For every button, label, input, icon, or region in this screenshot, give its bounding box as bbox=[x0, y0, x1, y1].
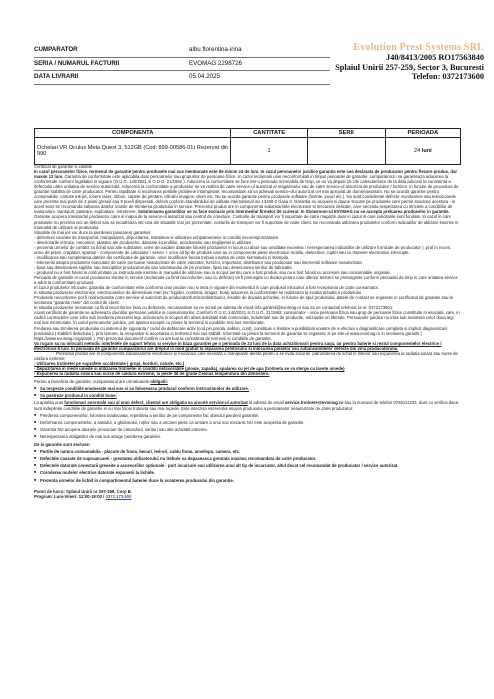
company-name: Evolution Prest Systems SRL bbox=[353, 42, 484, 53]
warranty-rule-item: ■ Nerespectarea obligatiilor de mai sus atrage pierderea garantiei. bbox=[34, 434, 461, 439]
company-registration: J40/8413/2005 RO17563840 bbox=[386, 53, 484, 62]
exclusion-item: ■ Coroderea mufelor electrice datorate expunerii la lichide. bbox=[34, 470, 461, 475]
service-period-text: Va rugam sa nu inlocuiti metodic interfetele de suport tehnic si service in baza garantiei pe o perioada de 24 luni de la data achizitionarii pentru saqu, iar pentru baterie si restul componentelor electrice / electronice 6 luni. In perioada de garantie cumparatorul are dreptul in mod gratuit la repararea produsului si inlocuirea pieselor sau subansamblelor defecte din vina producatorului. bbox=[34, 340, 442, 351]
warranty-rule-item: ■ Garantia NU acopera daunele provocate de cascadorii, sarituri sau alte activitati extreme. bbox=[34, 427, 461, 432]
handling-text bbox=[34, 351, 461, 361]
defect-notice bbox=[34, 400, 461, 410]
warranty-duration-text: In cazul persoanelor fizice, termenul de garantie pentru produsele mai sus mentionate este de minim 24 de luni. In cazul persoanelor juridice garantia este cea declarata de producator pentru fiecare produs, dar maxim 12 luni. bbox=[34, 169, 457, 180]
warranty-rule-item: ■ Pierderea componentelor, folosirea inadecvata, repetitivia a seriilor de pe componente fac obiectul pierderii garantiei. bbox=[34, 413, 461, 418]
header-value: EVOMAG 2298726 bbox=[189, 59, 242, 67]
obligation-item: ■ Sa pastreze produsul in conditii bune. bbox=[34, 393, 461, 398]
exclusion-item: ■ Prezenta urmelor de lichid in compartimentul bateriei duce la scoaterea produsului din garantie. bbox=[34, 478, 461, 483]
col-header-serial: SERII bbox=[307, 129, 385, 138]
period-number: 24 bbox=[413, 148, 421, 154]
warranty-rule-item: ■ Deformarea componentelor, a sasiului, a ghidonului, roților sau a oricarei piese ca urmare a unui soc mecanic NU este acoperita de garantie. bbox=[34, 420, 461, 425]
table-row bbox=[35, 138, 461, 165]
obligations-intro-text: Pentru a beneficia de garantie, cumparatorul are urmatoarele bbox=[34, 378, 151, 384]
exclusion-item: ■ Defectele cauzate de supraancarei - greutatea utilizatorului nu trebuie sa depaseasca greutata maxima recomandata de catre producator. bbox=[34, 456, 461, 461]
header-row-buyer bbox=[34, 44, 330, 58]
cell-component: Ochelari VR Oculus Meta Quest 3, 512GB (Cod: 899-00586-01) Rezervat din 990 bbox=[35, 138, 231, 165]
transport-text: Garantie acopera transportul produselor catre si inapoi de la service-ul autorizat sau centrul de colectare. Costurile de transport vor fi suportate de catre magazin doar in cazul in care solicitarile sunt fondate. In cazul in care produsele nu prezinta nici un defect sau se incadreaza intr-una din situatiile mai jos prezentate, costurile de transport vor fi suportate de catre client. Se recomanda utilizarea produselor conform indicatiilor de utilizare inscrise in manualul de utilizare al produsului. bbox=[34, 214, 459, 230]
header-row-invoice bbox=[34, 58, 330, 72]
warranty-terms-intro bbox=[34, 169, 461, 230]
company-info bbox=[314, 42, 484, 82]
cell-quantity: 1 bbox=[231, 138, 307, 165]
defect-notice-c: la adresa de email bbox=[247, 400, 285, 406]
company-phone: Telefon: 0372173600 bbox=[411, 72, 484, 82]
usage-warnings: - Utilizarea trotinetei pe suprafete accidentate ( gropi, borduri, canale, etc.) - Depozitarea in medii umede si utilizarea trotinetei in conditii nefavorabile (ploaie, zapada), spalarea cu jet de apa (trotineta se va sterge cu lavete umede) - Expunerea la radiatia solara sau surse de caldura extreme; la peste 36 de grade Celsius temperatura din atmosfera. bbox=[34, 360, 345, 376]
defect-notice-b: functionari anormale sau al unui defect, clientul are obligatia sa anunte service-ul autorizat bbox=[64, 400, 248, 406]
cell-period bbox=[385, 138, 460, 165]
obligation-item: ■ Sa respecte conditiile enumerate mai sus si sa foloseasca produsul conform instructiunilor de utilizare. bbox=[34, 386, 461, 391]
certificate-title: Certificat de garantie si calitate bbox=[34, 164, 93, 169]
obligations-intro bbox=[34, 379, 461, 384]
header-key: SERIA / NUMARUL FACTURII bbox=[34, 59, 120, 67]
footer bbox=[34, 489, 461, 499]
table-header-row bbox=[35, 129, 461, 138]
header-value: 05.04.2025 bbox=[189, 73, 220, 80]
header-key: DATA LIVRARII bbox=[34, 73, 79, 80]
service-email: service.trotinete@evomag.ro bbox=[284, 400, 344, 406]
components-table bbox=[34, 128, 461, 165]
defect-notice-e: sau la numarul de telefon 0726111333, doar cu verifica daca sunt indeplinite conditiile de garantie si nu mai folosi trotineta sau mai repede. Este interzisa interventia asupra produsului a persoanelor neautorizate de catre producator. bbox=[34, 400, 459, 411]
company-address: Splaiul Unirii 257-259, Sector 3, Bucuresti bbox=[335, 62, 484, 72]
col-header-quantity: CANTITATE bbox=[231, 129, 307, 138]
obligations-title: obligatii: bbox=[150, 378, 168, 384]
col-header-component: COMPONENTA bbox=[35, 129, 231, 138]
col-header-period: PERIOADA bbox=[385, 129, 460, 138]
exclusion-item: ■ Defectele datorate conectarii greseite a accesoriilor optionale - port incarcare sau utilizarea unui alt tip de incarcator, altul decat cel recomandat de producator / service autorizat. bbox=[34, 463, 461, 468]
defect-notice-a: La aparitia unei bbox=[34, 400, 65, 406]
exclusions-title: De la garantie sunt excluse: bbox=[34, 441, 91, 447]
buyer-info bbox=[34, 44, 330, 85]
cell-serial bbox=[307, 138, 385, 165]
header-row-date bbox=[34, 71, 330, 85]
footer-phone-link[interactable]: 0372.173.600 bbox=[105, 493, 132, 499]
footer-schedule: Program: Luni-Vineri: 12:00-18:00 / bbox=[34, 493, 106, 499]
footer-program bbox=[34, 494, 461, 499]
period-unit: luni bbox=[421, 148, 432, 154]
handling-text-body: Prezentul produs are in componenta subansamble electronice si mecanice care necesita o manipulare atenta pentru a se evita socurile, patrunderea de lichid in interior sau expunerea la radiatia solara sau surse de caldura extreme: bbox=[34, 350, 458, 361]
exclusion-item: ■ Partile de natura consumabila - placute de frana, becuri, led-uri, cablu frana, anvelopa, camera, etc. bbox=[34, 449, 461, 454]
warranty-loss-conditions: Situatiile de mai jos vor duce la pierderea (anularea) garantiei: - defectiuni cauzate de transportul, manipularea, depozitarea, instalarea si utilizarea echipamentelor in conditii necorespunzatoare. - deteriorarile termice, mecanice, plastice ale produselor, datorate incendiilor, accidentelor sau neglijentei in utilizare. - prezenta urmelor de contact cu lichid sau alte substante, urme de oxidare datorate folosirii produselor in locuri cu aburi sau umiditate excesiva / nerespectarea indicatiilor de utilizare furnizate de producator ), praf in exces, urme de pisari, crapaturi, sparturi - componente de calculator / server + orice alt tip de produse care au in componenta piese electronice mobile, dielectrice, ruptei sau cu traseele electronice intrerupte. - modificarea sau completarea datelor din certificatul de garantie, orice modificare facuta trebuie insotita de catre semnatura si stampila. - interventii asupra produselor executate de catre persoane neautorizate de catre vanzator, furnizor, importator, distribuitor sau producator sau interventii software neautorizate. - lipsa sau deteriorarea sigiliilor sau inscriptiilor producatorului sau vanzatorului de pe produse, lipsa sau deteriorarea seriilor de fabricatie. - produsul nu a fost folosit in conformitate cu instructiunile inscrise in manualul de utilizare sau in scopul pentru care a fost produs, sau nu a fost folosit cu accesorii sau consumabile originale. Perioada de garantie in cazul produselor trimise in service (reclamate ca fiind neconforme, sau cu defecte) va fi prelungita cu durata pentru care ulterior tetinerii se prelungeste conform perioadei de timp in care unitatea service a adus la conformitate produsul. In cazul produselor inlocuite: garantia de conformitate este conforma unui produs nou si intra in vigoare din momentul in care produsul inlocuitor a fost receptionat de catre consumator. In situatia produselor electronice, electrocasnice de dimensiuni mari (ex: frigider, combina, aragaz, hota) aducerea la conformitate se realizeaza la locatia actuala a produsului. Produsele neconforme pot fi redirectionate catre service-ul autorizat de producator/furnizor/distribuitor, insotite de dovada achizitiei, in functie de tipul produsului, datele de contact se regasesc in certificatul de garantie sau la sectiunea "garantie mele" din contul de client. In situatia produselor reclamate ca fiind neconforme (sau cu defectele, recomandam sa ne scrieti pe adresa de email info.garantii@evomag.ro sau sa ne contactati telefonic la nr. 0372173601. Acest certificat de garantie se adreseaza clientilor persoane juridice si consumatorilor. Conform O.U.G. 140/2021 si O.U.G. 21/1992: consumator - orice persoana fizica sau grup de persoane fizice constituite in asociatii, care, in cadrul contractelor care intra sub incidenta prezentei legi, actioneaza in scopuri din afara activitatii sale comerciale, industriale sau de productie, artizanale ori liberale. Persoanele juridice nu intra sub incidenta celor doua legi mai sus mentionate. In cazul persoanelor juridice, pot aparea exceptii cu privire la termenii si conditiile mai sus mentionate. Predarea sau trimiterea produsului cu sistemul de siguranta / codul de deblocare activ (cod pin,parola, sablon, cont), constituie o limitare a posibilitatii noastre de a efectua o diagnosticare completa si implicit diagnosticarii produsului ( stabilirii defectului ), prin urmare, la rereparare si accesarea in termenul mai sus stabilit. Informatii cu privire la termenii de garantie se regasesc si pe site-ul www.evomag.ro in sectiunea garantii ( https://www.evomag.ro/garantii ). Prin prezentul document confirm ca am luat la cunostinta de termenii si conditiile de garantie. bbox=[34, 229, 460, 341]
warranty-terms bbox=[34, 164, 461, 499]
courier-text: Solutionarea garantiilor se va face exclusiv prin intermediul firmelor de curierat. In Showroom-ul EVOMAG nu se accepta preluarea produselor in garantie. bbox=[136, 209, 450, 215]
header-key: CUMPARATOR bbox=[34, 46, 78, 53]
footer-address: Punct de lucru: Splaiul Unirii nr 257-259, Corp B. bbox=[34, 488, 133, 494]
header-value: albu florentina-irina bbox=[189, 46, 242, 53]
conformity-text: Garantia de conformitate este aplicabila doar persoanelor sau grupurilor de persoane fizice. In cazul reclamarii unei neconformitati in timpul perioadei de garantie, cumparatorul i se garanteaza aducerea la conformitate conform legislatiei in vigoare (O.U.G. 140/2021 si O.U.G. 21/1992 ). Aducerea la conformitate se face intr-o perioada rezonabila de timp, ce nu va depasi 15 zile calendaristice de la data aducerii la cunostinta a defectului catre unitatea de service autorizata. Aducerea la conformitate a produselor se va realiza de catre service-ul autorizat al magazinului sau de catre service-ul autorizat de producator / furnizor. In functie de procedura de garantie stabilita de catre producator. Pentru rapiditate si rezolvarea posibile probleme intampinate, recomandam sa va adresati service-ului autorizat cel mai apropiat de dumneavoastra. Nu se acorda garantie pentru consumabile: cartuse ink-jet, tonere laser, ribbon, capete de printare, cilindru imagine, drum etc. Nu se acorda garantie pentru produsele software (licente, jocuri etc.). Nu sunt considerate defecte monitoarele sau televizoarele care prezinta mai putin de 3 pixeli greseit sau 5 pixeli dispersati, defecti conform standardului de calitate international iso 13406-2 clasa II. Garantia nu acopera si daune stocate pe produsele care permit stocarea acestora - in acest sens se recomanda salvarea datelor inainte de trimiterea produsului in service. Prezentul produs are in componenta subansamble electronice si mecanice delicate, care necesita respectarea cu strictete a conditiilor de manipulare, transport, pastrare, exploatare, intretinere. bbox=[34, 174, 459, 215]
